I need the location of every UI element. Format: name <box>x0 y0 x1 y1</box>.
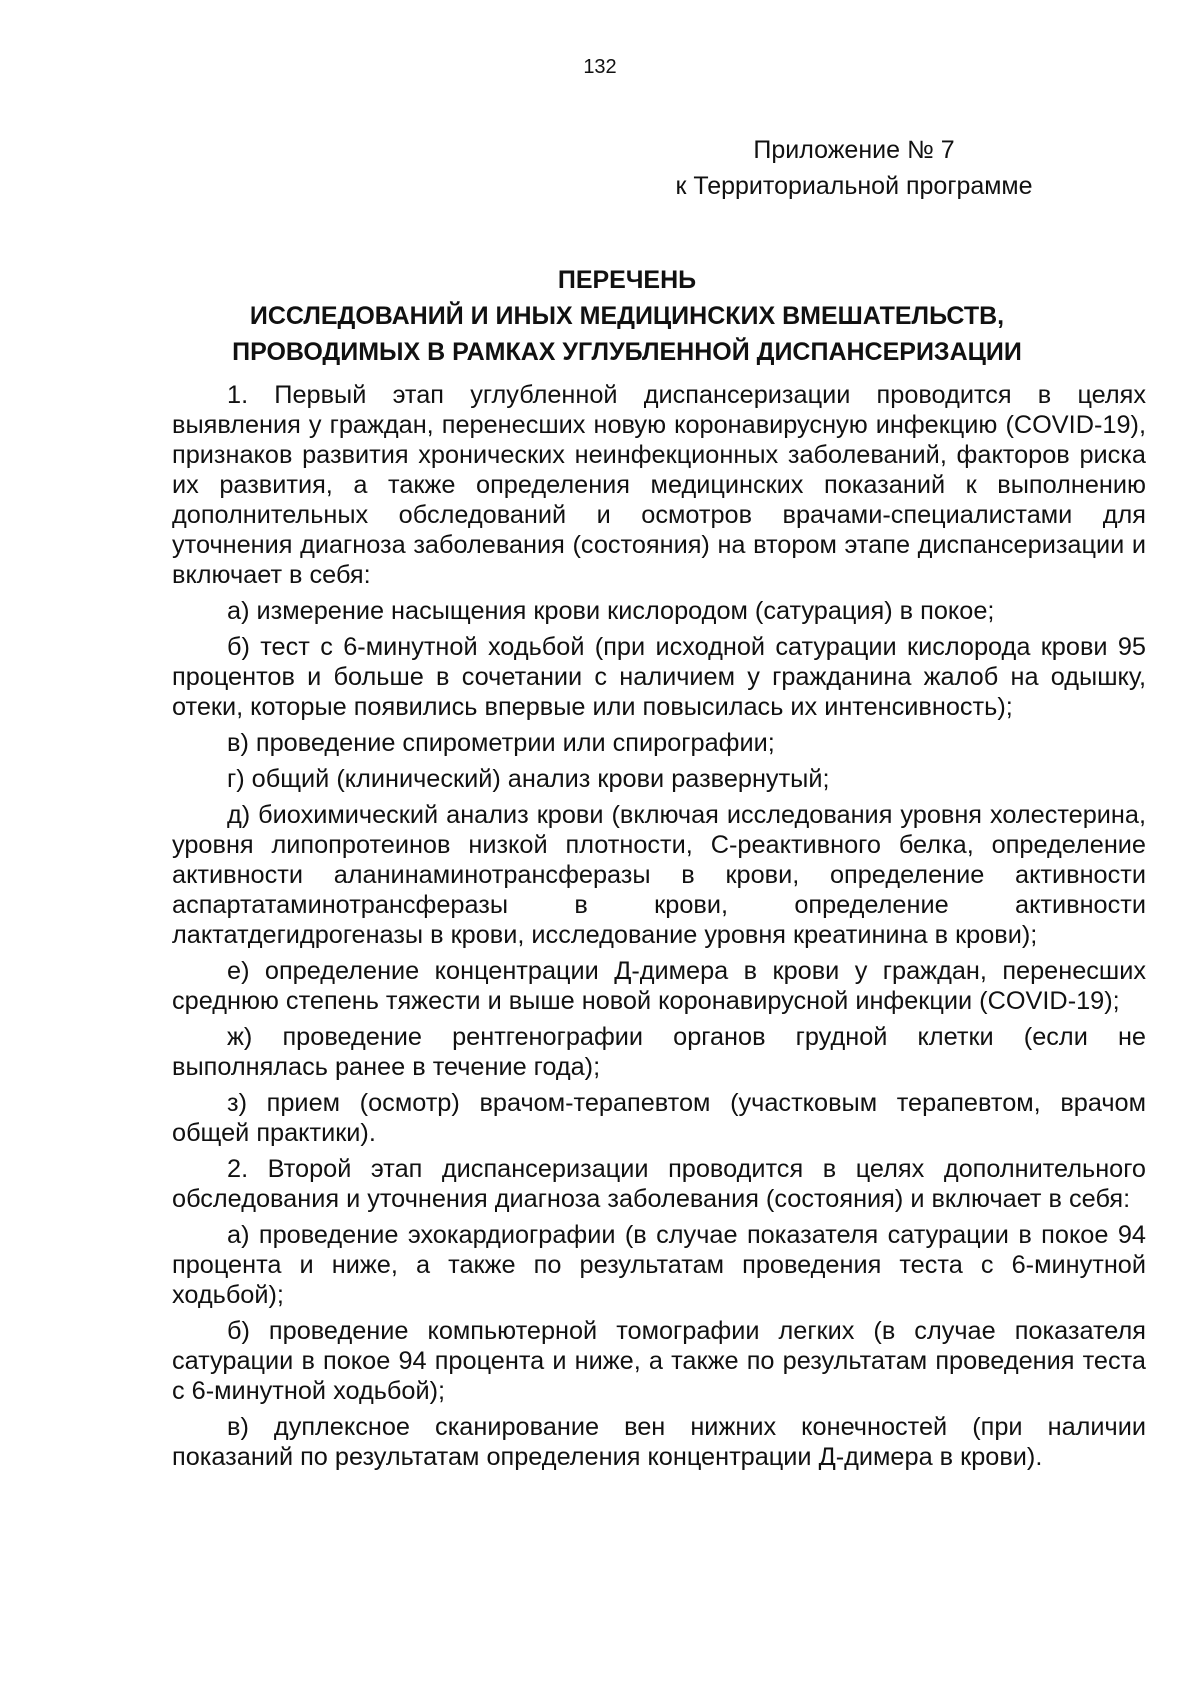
paragraph-stage-2-item-v: в) дуплексное сканирование вен нижних конечностей (при наличии показаний по результатам определения концентрации Д-димера в крови). <box>172 1413 1146 1471</box>
paragraph-stage-1-item-a: а) измерение насыщения крови кислородом (сатурация) в покое; <box>227 597 995 625</box>
paragraph-stage-1-item-e: е) определение концентрации Д-димера в крови у граждан, перенесших среднюю степень тяжести и выше новой коронавирусной инфекции (COVID-19); <box>172 957 1146 1015</box>
paragraph-stage-2-item-a: а) проведение эхокардиографии (в случае показателя сатурации в покое 94 процента и ниже, а также по результатам проведения теста с 6-минутной ходьбой); <box>172 1221 1146 1309</box>
paragraph-stage-2-intro: 2. Второй этап диспансеризации проводится в целях дополнительного обследования и уточнения диагноза заболевания (состояния) и включает в себя: <box>172 1155 1146 1213</box>
title-line-2: ИССЛЕДОВАНИЙ И ИНЫХ МЕДИЦИНСКИХ ВМЕШАТЕЛЬСТВ, <box>249 302 1005 330</box>
appendix-header <box>594 132 1114 204</box>
page-number: 132 <box>583 56 617 78</box>
document-title <box>172 262 1082 370</box>
paragraph-stage-2-item-b: б) проведение компьютерной томографии легких (в случае показателя сатурации в покое 94 процента и ниже, а также по результатам проведения теста с 6-минутной ходьбой); <box>172 1317 1146 1405</box>
paragraph-stage-1-item-g: г) общий (клинический) анализ крови развернутый; <box>227 765 830 793</box>
paragraph-stage-1-item-d: д) биохимический анализ крови (включая исследования уровня холестерина, уровня липопротеинов низкой плотности, С-реактивного белка, определение активности аланинаминотрансферазы в крови, определение активности аспартатаминотрансферазы в крови, определение активности лактатдегидрогеназы в крови, исследование уровня креатинина в крови); <box>172 801 1146 949</box>
title-line-3: ПРОВОДИМЫХ В РАМКАХ УГЛУБЛЕННОЙ ДИСПАНСЕРИЗАЦИИ <box>232 338 1022 366</box>
appendix-reference: к Территориальной программе <box>675 172 1033 200</box>
paragraph-stage-1-item-v: в) проведение спирометрии или спирографии; <box>227 729 775 757</box>
paragraph-stage-1-item-zh: ж) проведение рентгенографии органов грудной клетки (если не выполнялась ранее в течение года); <box>172 1023 1146 1081</box>
paragraph-stage-1-intro: 1. Первый этап углубленной диспансеризации проводится в целях выявления у граждан, перенесших новую коронавирусную инфекцию (COVID-19), признаков развития хронических неинфекционных заболеваний, факторов риска их развития, а также определения медицинских показаний к выполнению дополнительных обследований и осмотров врачами-специалистами для уточнения диагноза заболевания (состояния) на втором этапе диспансеризации и включает в себя: <box>172 381 1146 589</box>
paragraph-stage-1-item-b: б) тест с 6-минутной ходьбой (при исходной сатурации кислорода крови 95 процентов и больше в сочетании с наличием у гражданина жалоб на одышку, отеки, которые появились впервые или повысилась их интенсивность); <box>172 633 1146 721</box>
appendix-number: Приложение № 7 <box>753 136 955 164</box>
paragraph-stage-1-item-z: з) прием (осмотр) врачом-терапевтом (участковым терапевтом, врачом общей практики). <box>172 1089 1146 1147</box>
document-body <box>172 380 1146 1478</box>
title-line-1: ПЕРЕЧЕНЬ <box>557 266 697 294</box>
